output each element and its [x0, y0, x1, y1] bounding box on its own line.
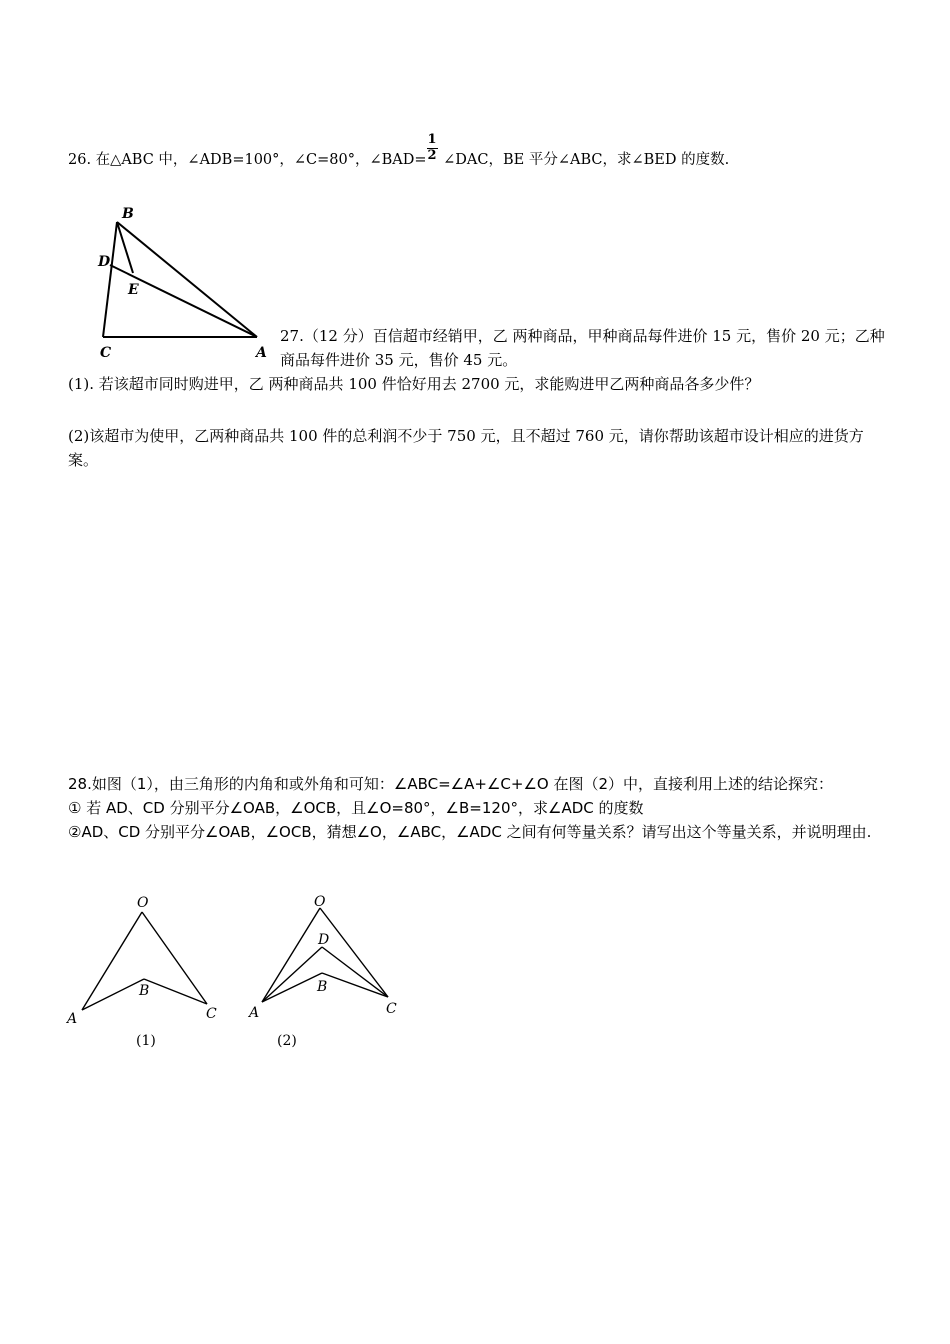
label-b: B [122, 206, 134, 222]
fraction-denominator: 2 [427, 148, 437, 163]
label-o: O [137, 895, 149, 911]
label-c: C [386, 1001, 397, 1017]
q26-text-pre: 26. 在△ABC 中，∠ADB=100°，∠C=80°，∠BAD= [68, 152, 427, 168]
label-o: O [314, 894, 326, 910]
fraction-numerator: 1 [427, 132, 437, 147]
label-d: D [98, 254, 111, 270]
segment-oc [142, 912, 207, 1004]
figure-26-triangle [90, 200, 280, 370]
caption-2: (2) [277, 1033, 297, 1049]
q28-part-2: ②AD、CD 分别平分∠OAB，∠OCB，猜想∠O，∠ABC，∠ADC 之间有何等量关系？请写出这个等量关系，并说明理由. [68, 823, 872, 841]
q28-part-1: ① 若 AD、CD 分别平分∠OAB，∠OCB，且∠O=80°，∠B=120°，求∠ADC 的度数 [68, 799, 644, 817]
figure-28-1 [60, 890, 230, 1060]
question-27-part-2: (2)该超市为使甲，乙两种商品共 100 件的总利润不少于 750 元，且不超过 760 元，请你帮助该超市设计相应的进货方案。 [68, 427, 864, 469]
label-a: A [249, 1005, 260, 1021]
question-27-intro: 27.（12 分）百信超市经销甲，乙 两种商品，甲种商品每件进价 15 元，售价 20 元；乙种商品每件进价 35 元，售价 45 元。 [280, 327, 885, 369]
q26-text-post: ∠DAC，BE 平分∠ABC，求∠BED 的度数. [438, 152, 730, 168]
label-d: D [318, 932, 330, 948]
label-c: C [206, 1006, 217, 1022]
question-27-part-1: (1). 若该超市同时购进甲，乙 两种商品共 100 件恰好用去 2700 元，求能购进甲乙两种商品各多少件？ [68, 375, 760, 393]
question-28 [68, 772, 888, 844]
label-a: A [67, 1011, 78, 1027]
label-c: C [100, 345, 112, 361]
label-b: B [317, 979, 328, 995]
label-e: E [128, 282, 139, 298]
q28-intro: 28.如图（1），由三角形的内角和或外角和可知：∠ABC=∠A+∠C+∠O 在图（2）中，直接利用上述的结论探究： [68, 775, 834, 793]
caption-1: (1) [136, 1033, 156, 1049]
segment-bc [103, 222, 117, 337]
segment-ad [262, 947, 322, 1002]
fraction-one-half [427, 132, 439, 164]
question-26 [68, 132, 730, 169]
label-b: B [139, 983, 150, 999]
figure-28-2 [240, 890, 410, 1060]
label-a: A [256, 345, 267, 361]
